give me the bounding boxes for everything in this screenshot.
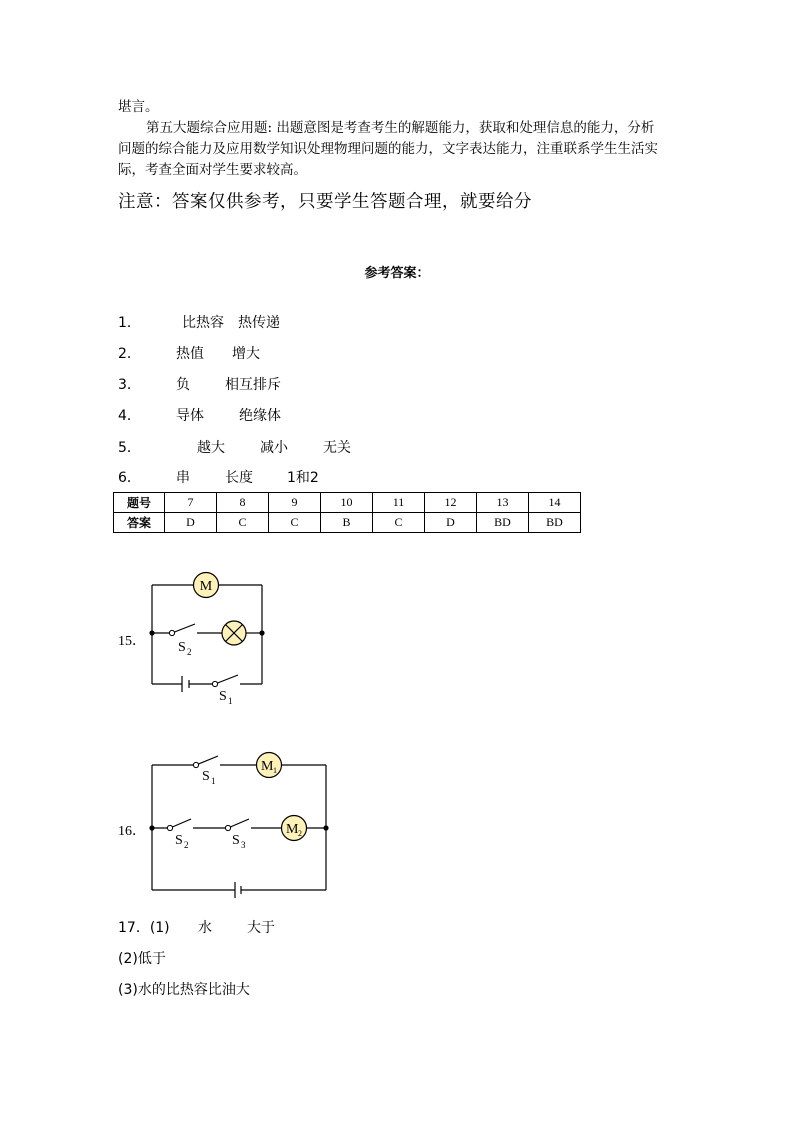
table-header-cell: 答案 [114,513,165,533]
table-cell: 10 [321,493,373,513]
answer-part: 增大 [232,346,260,362]
answer-number: 1． [118,315,141,331]
switch-s2-icon [167,825,172,830]
table-cell: C [269,513,321,533]
answer-part: 长度 [225,470,253,486]
answer-part: 水 [198,920,212,936]
answer-part: 1和2 [287,470,319,486]
motor-label: M [199,579,213,594]
answer-part: 负 [176,377,190,393]
answer-part: (2)低于 [118,951,166,967]
answer-part: 热值 [176,346,204,362]
table-cell: B [321,513,373,533]
table-cell: D [425,513,477,533]
s1-label: S [202,769,210,784]
table-cell: BD [477,513,529,533]
answer-number: 3． [118,377,141,393]
scoring-note: 注意：答案仅供参考，只要学生答题合理，就要给分 [118,192,532,212]
junction-dot [323,825,328,830]
intro-line-3: 问题的综合能力及应用数学知识处理物理问题的能力，文字表达能力，注重联系学生生活实 [118,141,658,157]
m2-subscript: 2 [298,829,302,838]
s3-subscript: 3 [241,840,246,850]
table-cell: C [373,513,425,533]
answer-part: 大于 [247,920,275,936]
table-cell: 14 [529,493,581,513]
junction-dot [149,825,154,830]
answer-part: 串 [176,470,190,486]
answer-part: 导体 [176,408,204,424]
answer-number: 17．(1) [118,920,170,936]
answer-number: 2． [118,346,141,362]
s1-label: S [219,689,227,704]
table-cell: 11 [373,493,425,513]
intro-line-1: 堪言。 [118,99,159,115]
answer-part: 越大 [197,440,225,456]
answer-number: 4． [118,408,141,424]
q16-label: 16． [118,824,146,839]
answer-part: 减小 [260,440,288,456]
switch-s3-icon [225,825,230,830]
answer-part: 无关 [323,440,351,456]
intro-line-2: 第五大题综合应用题: 出题意图是考查考生的解题能力，获取和处理信息的能力，分析 [146,120,655,136]
switch-s1-icon [193,762,198,767]
table-header-cell: 题号 [114,493,165,513]
table-cell: C [217,513,269,533]
s3-label: S [232,833,240,848]
table-cell: 13 [477,493,529,513]
answer-part: 绝缘体 [239,408,281,424]
table-cell: 8 [217,493,269,513]
table-cell: 7 [165,493,217,513]
s2-subscript: 2 [184,840,189,850]
answer-part: 比热容 [182,315,224,331]
table-cell: BD [529,513,581,533]
s2-label: S [175,833,183,848]
m1-label: M [261,759,274,774]
s2-subscript: 2 [187,647,192,657]
answer-part: 热传递 [238,315,280,331]
intro-line-4: 际，考查全面对学生要求较高。 [118,162,307,178]
table-cell: D [165,513,217,533]
s2-label: S [178,640,186,655]
answers-title: 参考答案： [364,266,430,281]
q15-label: 15． [118,634,146,649]
m1-subscript: 1 [273,766,277,775]
answer-number: 6． [118,470,141,486]
m2-label: M [286,822,299,837]
answer-number: 5． [118,440,141,456]
answer-part: (3)水的比热容比油大 [118,982,250,998]
s1-subscript: 1 [228,696,233,706]
table-cell: 9 [269,493,321,513]
answer-part: 相互排斥 [225,377,281,393]
table-cell: 12 [425,493,477,513]
s1-subscript: 1 [211,776,216,786]
